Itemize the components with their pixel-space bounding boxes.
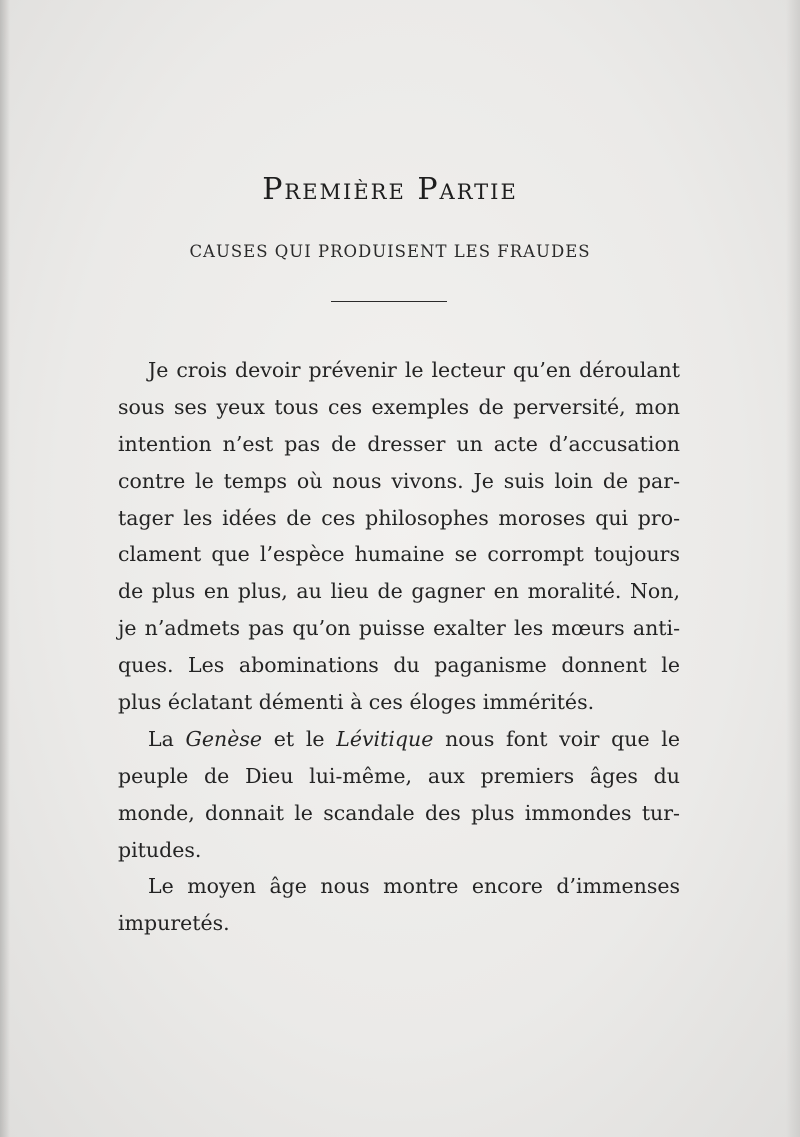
- text-run: nous font voir que le: [433, 726, 680, 751]
- text-line: impuretés.: [118, 911, 230, 936]
- text-line: Le moyen âge nous montre encore d’immenses: [148, 874, 680, 899]
- part-subtitle: CAUSES QUI PRODUISENT LES FRAUDES: [189, 242, 591, 261]
- book-title-levitique: Lévitique: [336, 726, 434, 751]
- book-title-genese: Genèse: [185, 726, 263, 751]
- text-line: je n’admets pas qu’on puisse exalter les mœurs anti-: [118, 616, 680, 641]
- text-line: ques. Les abominations du paganisme donnent le: [118, 653, 680, 678]
- part-title: Première Partie: [262, 172, 518, 207]
- body-text: [118, 352, 680, 942]
- text-line: contre le temps où nous vivons. Je suis loin de par-: [118, 468, 680, 493]
- text-line: clament que l’espèce humaine se corrompt toujours: [118, 542, 680, 567]
- text-line: peuple de Dieu lui-même, aux premiers âges du: [118, 763, 680, 788]
- section-divider: [331, 301, 447, 302]
- text-line: monde, donnait le scandale des plus immondes tur-: [118, 800, 680, 825]
- text-line: sous ses yeux tous ces exemples de perversité, mon: [118, 394, 680, 419]
- text-run: La: [148, 726, 186, 751]
- text-run: et le: [262, 726, 337, 751]
- text-line: plus éclatant démenti à ces éloges immérités.: [118, 690, 595, 715]
- text-line: tager les idées de ces philosophes moroses qui pro-: [118, 505, 680, 530]
- text-line: [118, 721, 680, 758]
- text-line: intention n’est pas de dresser un acte d’accusation: [118, 431, 680, 456]
- text-line: Je crois devoir prévenir le lecteur qu’en déroulant: [148, 358, 680, 382]
- text-line: de plus en plus, au lieu de gagner en moralité. Non,: [118, 579, 680, 604]
- text-line: pitudes.: [118, 837, 202, 862]
